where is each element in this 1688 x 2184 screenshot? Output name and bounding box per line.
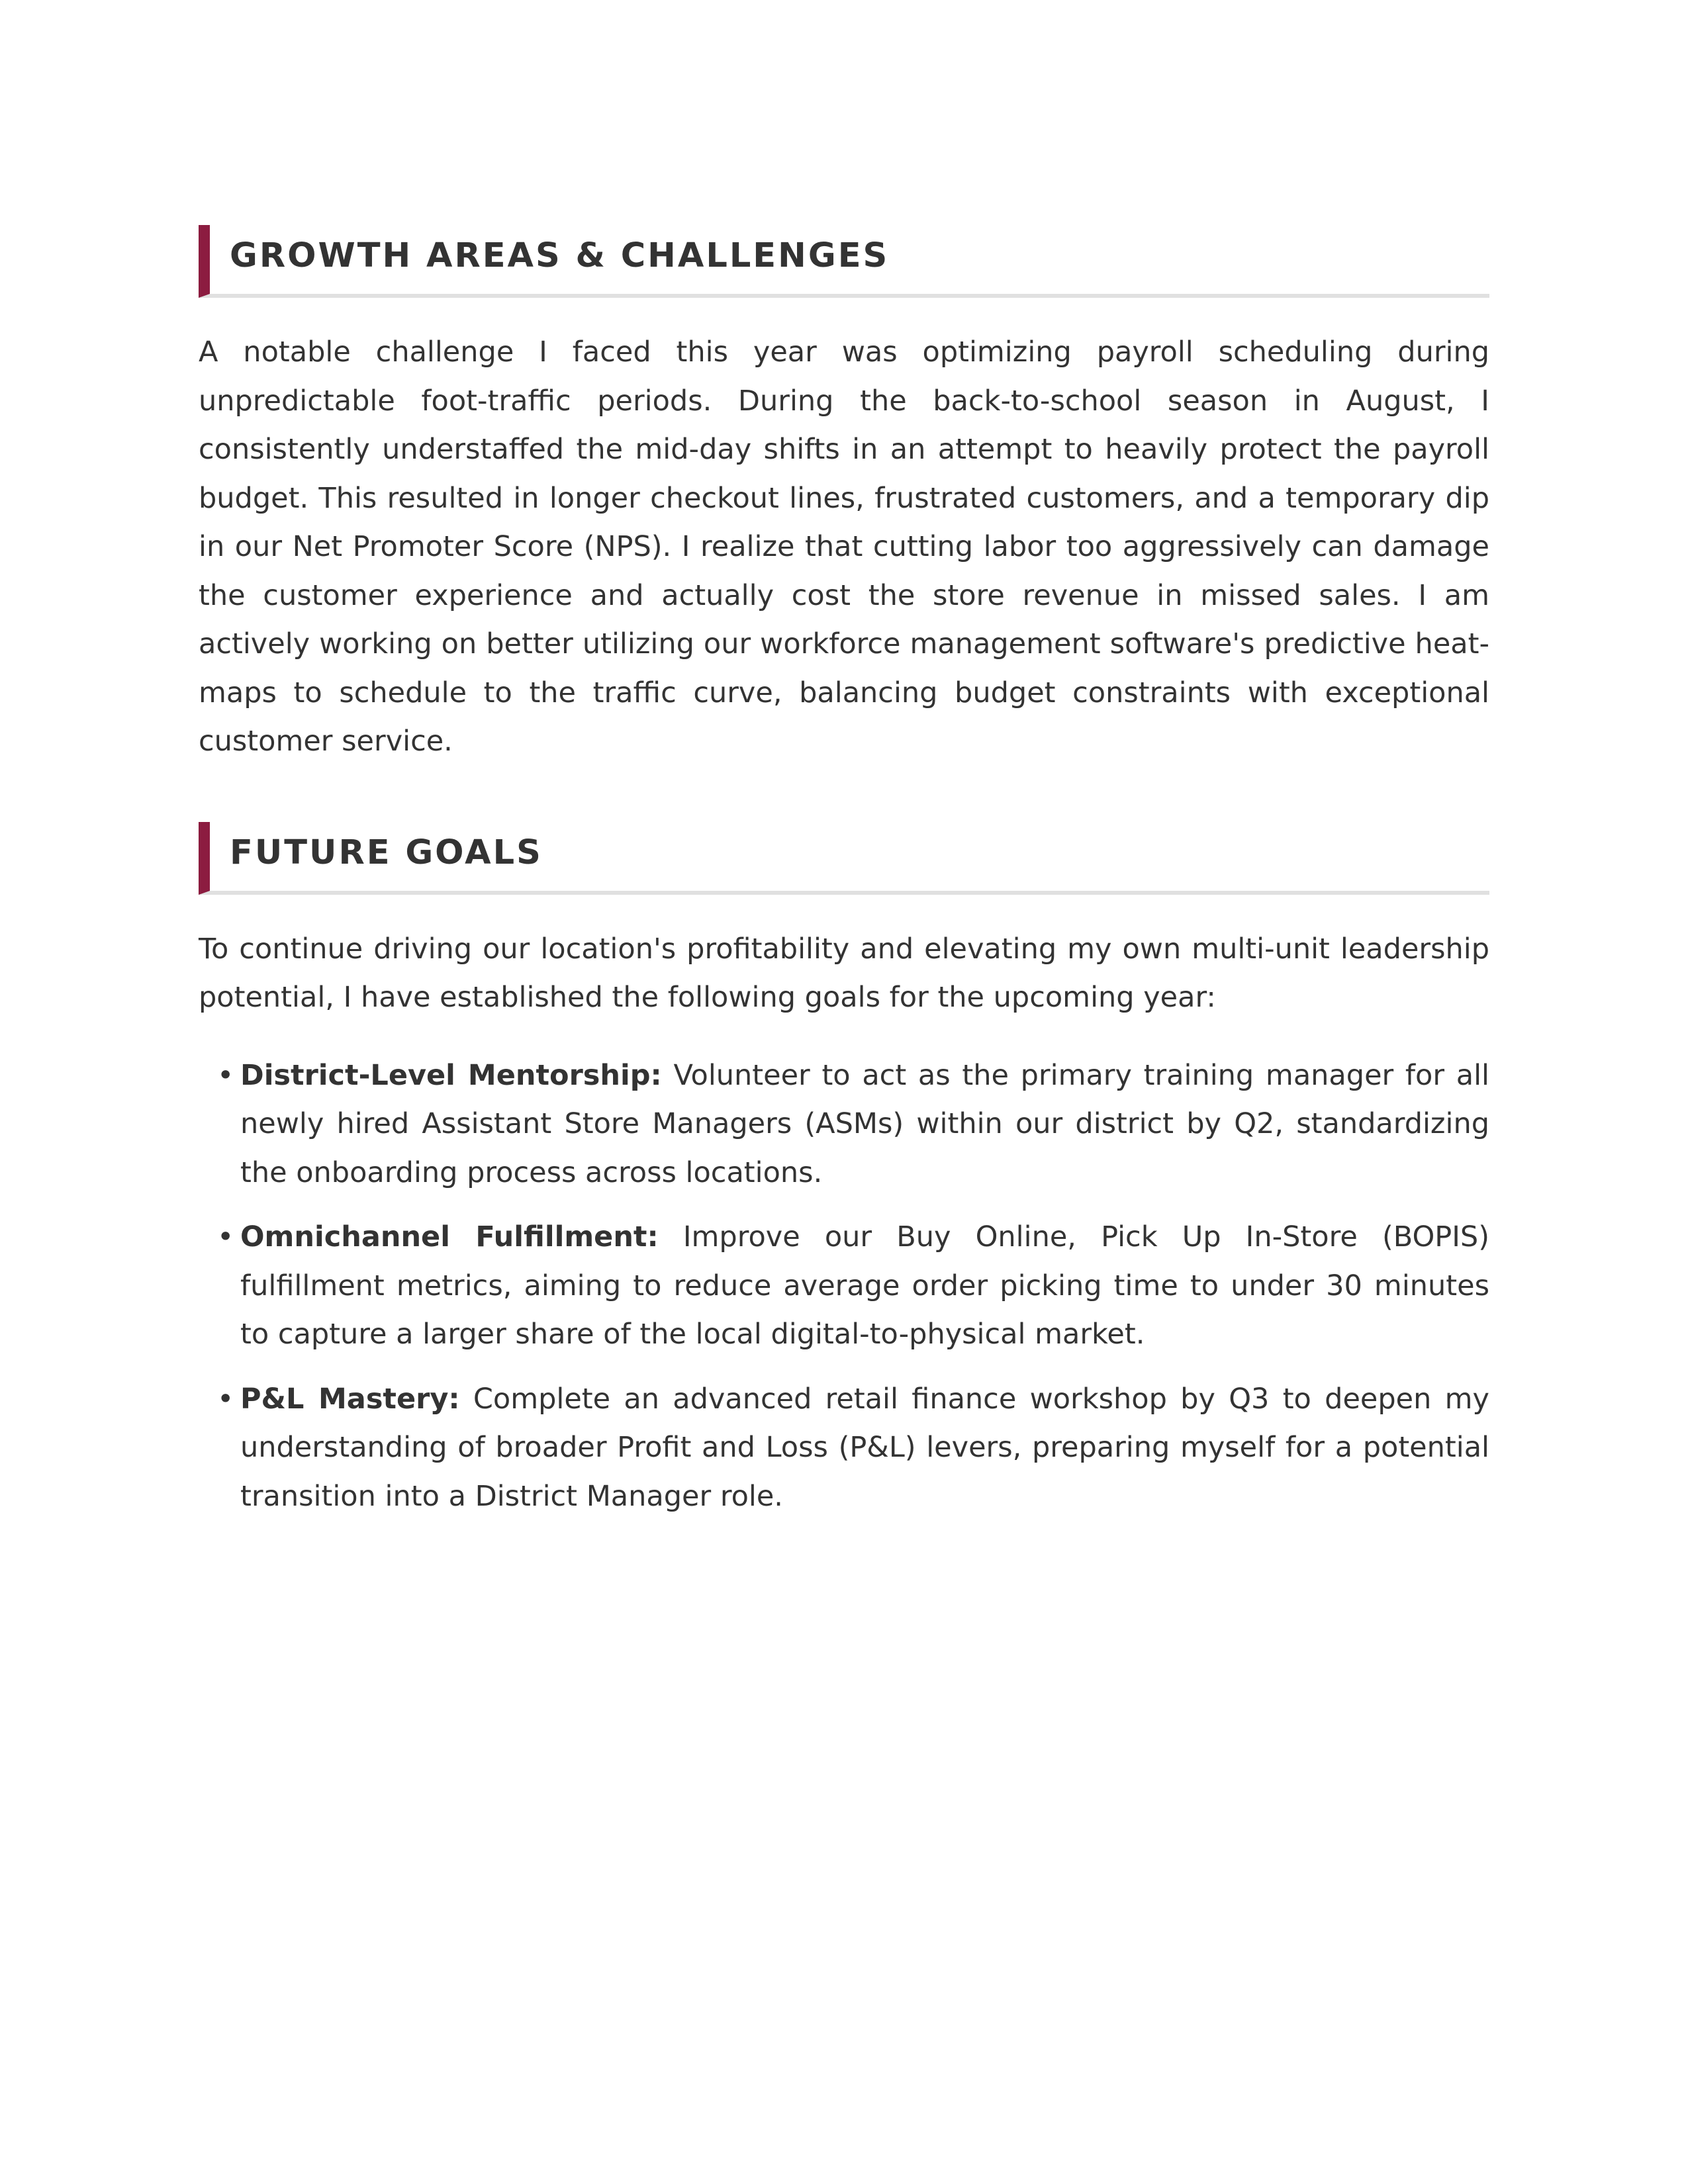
section-heading-bar	[199, 822, 1489, 895]
goal-text: Complete an advanced retail finance workshop by Q3 to deepen my understanding of broader Profit and Loss (P&L) levers, preparing myself for a potential transition into a District Manager role.	[240, 1382, 1489, 1513]
bullet-icon: •	[217, 1058, 234, 1092]
section-title-growth-areas: GROWTH AREAS & CHALLENGES	[230, 236, 890, 275]
goals-list	[199, 1052, 1489, 1522]
section-title-future-goals: FUTURE GOALS	[230, 833, 543, 872]
bullet-icon: •	[217, 1220, 234, 1253]
goal-item-pl-mastery	[199, 1375, 1489, 1522]
goal-title: P&L Mastery:	[240, 1382, 460, 1416]
goal-title: Omnichannel Fulfillment:	[240, 1220, 659, 1253]
future-goals-section	[199, 822, 1489, 1522]
goal-item-omnichannel	[199, 1213, 1489, 1359]
future-goals-intro: To continue driving our location's profitability and elevating my own multi-unit leadership potential, I have established the following goals for the upcoming year:	[199, 932, 1489, 1014]
section-spacer	[199, 766, 1489, 822]
goal-title: District-Level Mentorship:	[240, 1058, 662, 1092]
growth-areas-paragraph: A notable challenge I faced this year was optimizing payroll scheduling during unpredictable foot-traffic periods. During the back-to-school season in August, I consistently understaffed the mid-day shifts in an attempt to heavily protect the payroll budget. This resulted in longer checkout lines, frustrated customers, and a temporary dip in our Net Promoter Score (NPS). I realize that cutting labor too aggressively can damage the customer experience and actually cost the store revenue in missed sales. I am actively working on better utilizing our workforce management software's predictive heat-maps to schedule to the traffic curve, balancing budget constraints with exceptional customer service.	[199, 336, 1489, 758]
goal-item-mentorship	[199, 1052, 1489, 1198]
goal-text: Improve our Buy Online, Pick Up In-Store (BOPIS) fulfillment metrics, aiming to reduce average order picking time to under 30 minutes to capture a larger share of the local digital-to-physical market.	[240, 1220, 1489, 1351]
document-page	[199, 225, 1489, 1537]
section-heading-bar	[199, 225, 1489, 298]
bullet-icon: •	[217, 1382, 234, 1416]
goal-text: Volunteer to act as the primary training manager for all newly hired Assistant Store Managers (ASMs) within our district by Q2, standardizing the onboarding process across locations.	[240, 1058, 1489, 1189]
growth-areas-section	[199, 225, 1489, 766]
